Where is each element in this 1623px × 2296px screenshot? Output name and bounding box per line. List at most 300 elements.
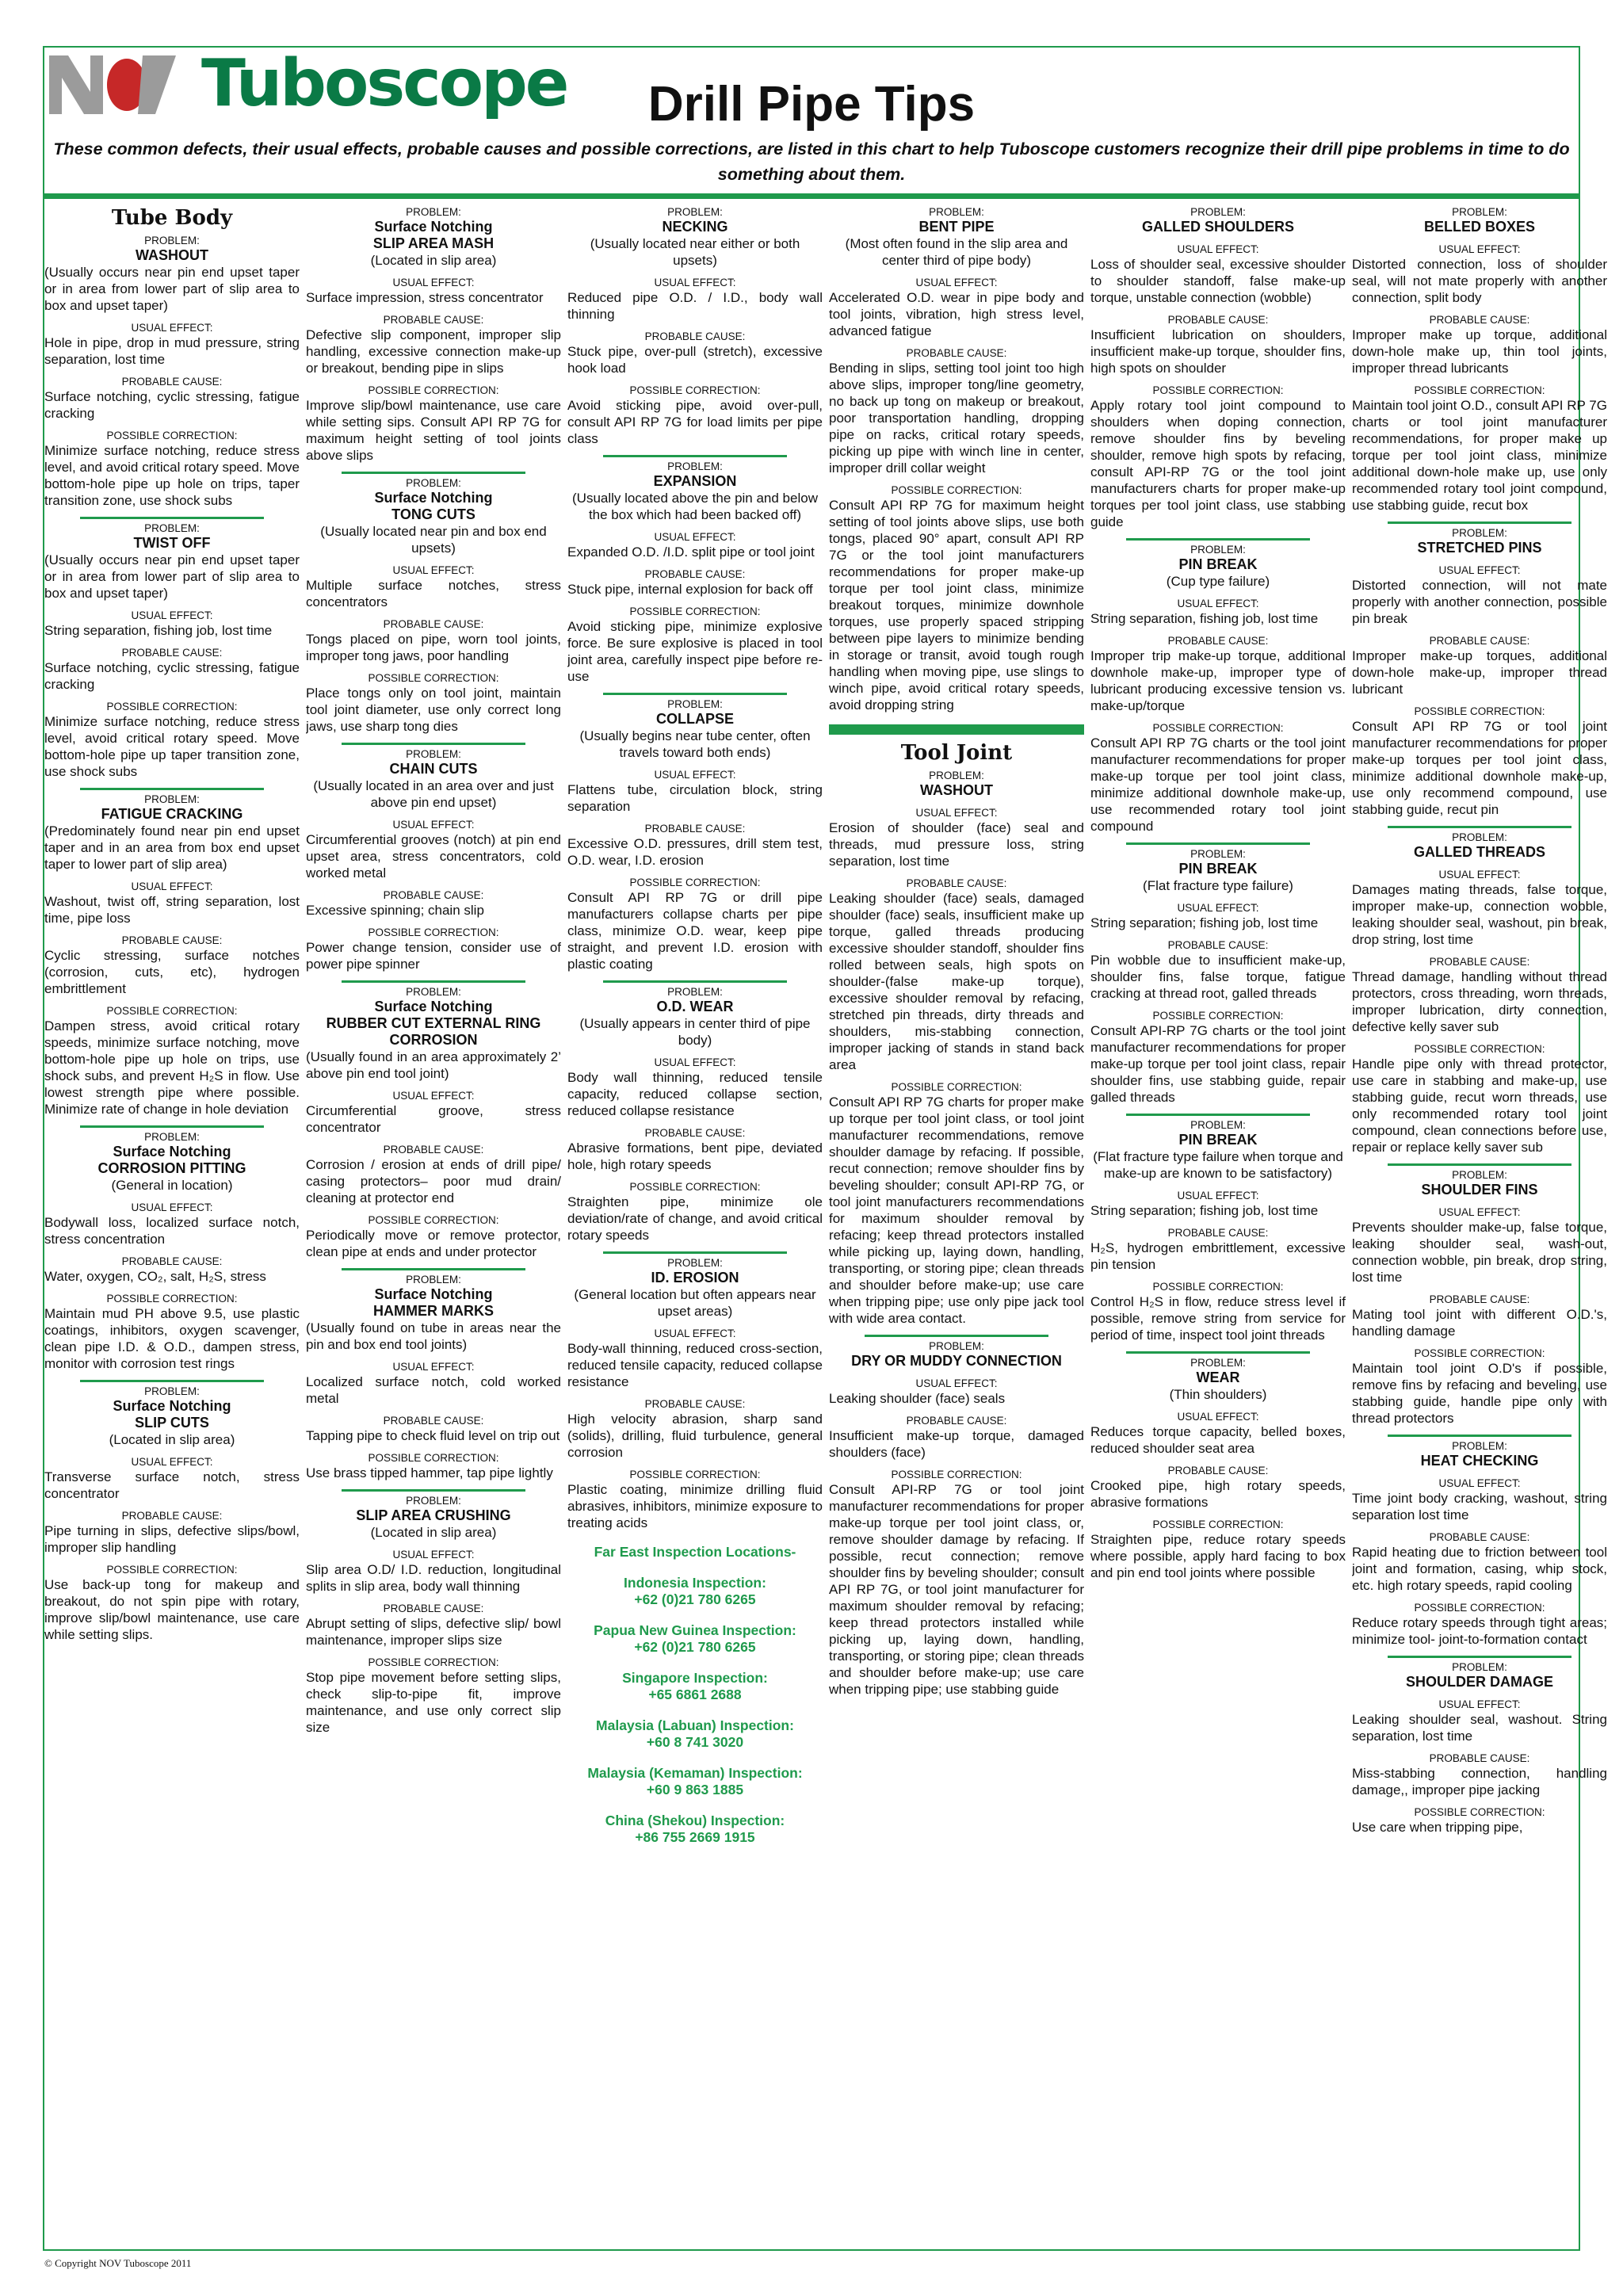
field-text: Defective slip component, improper slip handling, excessive connection make-up or breakout, bending pipe in slips	[306, 327, 561, 376]
field-label: PROBABLE CAUSE:	[644, 330, 746, 342]
contact-location: Papua New Guinea Inspection:	[594, 1622, 796, 1638]
problem-label: PROBLEM:	[667, 206, 723, 218]
field-label: PROBABLE CAUSE:	[1167, 635, 1269, 647]
column-2	[306, 203, 561, 2240]
field-text: Erosion of shoulder (face) seal and threads, mud pressure loss, string separation, lost time	[829, 820, 1084, 869]
problem-label: PROBLEM:	[406, 748, 461, 760]
field-text: Improve slip/bowl maintenance, use care while setting sips. Consult API RP 7G for maximum height setting of tool joints above slips	[306, 398, 561, 463]
contact-phone: +60 8 741 3020	[646, 1734, 744, 1750]
field-text: Slip area O.D/ I.D. reduction, longitudinal splits in slip area, body wall thinning	[306, 1562, 561, 1594]
problem-location-note: (Located in slip area)	[109, 1432, 235, 1447]
field-text: Maintain mud PH above 9.5, use plastic coatings, inhibitors, oxygen scavenger, clean pipe I.D. & O.D., dampen stress, monitor with corrosion test rings	[44, 1306, 300, 1371]
problem-subtitle: TONG CUTS	[391, 506, 475, 522]
problem-title: PIN BREAK	[1178, 861, 1258, 877]
field-text: Periodically move or remove protector, clean pipe at ends and under protector	[306, 1228, 561, 1259]
field-label: USUAL EFFECT:	[131, 1201, 213, 1213]
field-label: USUAL EFFECT:	[1177, 598, 1259, 609]
problem-title: Surface Notching	[374, 219, 493, 235]
field-text: Insufficient make-up torque, damaged shoulders (face)	[829, 1428, 1084, 1460]
problem-location-note: (General location but often appears near upset areas)	[574, 1287, 816, 1319]
field-text: Prevents shoulder make-up, false torque, leaking shoulder seal, wash-out, connection wobble, pin break, drop string, lost time	[1352, 1220, 1607, 1285]
problem-location-note: (Flat fracture type failure when torque and make-up are known to be satisfactory)	[1093, 1149, 1343, 1181]
contact-location: Malaysia (Kemaman) Inspection:	[587, 1765, 803, 1781]
problem-block	[44, 235, 300, 509]
problem-title: WEAR	[1196, 1370, 1240, 1385]
problem-location-note: (Usually located above the pin and below the box which had been backed off)	[572, 491, 818, 522]
section-heading: Tube Body	[111, 206, 233, 230]
problem-label: PROBLEM:	[929, 1340, 984, 1352]
field-label: POSSIBLE CORRECTION:	[368, 384, 499, 396]
field-text: Washout, twist off, string separation, lost time, pipe loss	[44, 894, 300, 926]
problem-location-note: (Cup type failure)	[1166, 574, 1270, 589]
field-text: String separation; fishing job, lost time	[1090, 915, 1319, 930]
problem-label: PROBLEM:	[144, 235, 200, 246]
field-text: Body-wall thinning, reduced cross-section, reduced tensile capacity, reduced collapse resistance	[567, 1341, 823, 1389]
problem-label: PROBLEM:	[1452, 831, 1507, 843]
problem-separator	[603, 980, 787, 983]
field-label: POSSIBLE CORRECTION:	[1414, 1806, 1545, 1818]
problem-title: STRETCHED PINS	[1417, 540, 1542, 556]
field-label: USUAL EFFECT:	[1438, 869, 1521, 881]
field-text: Power change tension, consider use of power pipe spinner	[306, 940, 561, 972]
problem-location-note: (Usually located near either or both upsets)	[590, 236, 800, 268]
problem-block	[829, 206, 1084, 713]
problem-label: PROBLEM:	[144, 1385, 200, 1397]
field-label: USUAL EFFECT:	[392, 564, 475, 576]
field-text: Stop pipe movement before setting slips, check slip-to-pipe fit, improve maintenance, and use only correct slip size	[306, 1670, 561, 1735]
field-text: Damages mating threads, false torque, improper make-up, connection wobble, leaking shoulder seal, washout, pin break, drop string, lost time	[1352, 882, 1607, 947]
field-text: Reduces torque capacity, belled boxes, reduced shoulder seat area	[1090, 1424, 1346, 1456]
field-label: USUAL EFFECT:	[1177, 902, 1259, 914]
field-label: POSSIBLE CORRECTION:	[1152, 1281, 1284, 1293]
field-label: USUAL EFFECT:	[654, 277, 736, 288]
problem-block	[1352, 206, 1607, 514]
field-label: USUAL EFFECT:	[654, 1056, 736, 1068]
header-divider	[44, 193, 1579, 199]
field-label: USUAL EFFECT:	[392, 1090, 475, 1102]
problem-subtitle: CORROSION PITTING	[97, 1160, 246, 1176]
field-text: Hole in pipe, drop in mud pressure, string separation, lost time	[44, 335, 300, 367]
field-label: POSSIBLE CORRECTION:	[1152, 1519, 1284, 1530]
problem-label: PROBLEM:	[406, 1495, 461, 1507]
field-text: Maintain tool joint O.D's if possible, remove fins by refacing and beveling, use stabbing guide, handle pipe only with thread protectors	[1352, 1361, 1607, 1426]
problem-location-note: (Thin shoulders)	[1169, 1387, 1267, 1402]
problem-block	[1352, 1163, 1607, 1427]
problem-block	[1090, 1351, 1346, 1581]
field-label: POSSIBLE CORRECTION:	[891, 1469, 1022, 1480]
field-text: Place tongs only on tool joint, maintain tool joint diameter, use only correct long jaws, use sharp tong dies	[306, 686, 561, 734]
problem-title: WASHOUT	[920, 782, 993, 798]
field-text: Multiple surface notches, stress concentrators	[306, 578, 561, 609]
field-label: PROBABLE CAUSE:	[644, 1398, 746, 1410]
field-label: PROBABLE CAUSE:	[121, 376, 223, 388]
problem-label: PROBLEM:	[667, 986, 723, 998]
field-label: PROBABLE CAUSE:	[1429, 1752, 1530, 1764]
field-text: Use care when tripping pipe,	[1352, 1820, 1523, 1835]
contact-phone: +62 (0)21 780 6265	[634, 1591, 756, 1607]
field-label: USUAL EFFECT:	[915, 1377, 998, 1389]
field-text: Crooked pipe, high rotary speeds, abrasive formations	[1090, 1478, 1346, 1510]
problem-title: Surface Notching	[374, 490, 493, 506]
field-text: H₂S, hydrogen embrittlement, excessive pin tension	[1090, 1240, 1346, 1272]
field-text: Plastic coating, minimize drilling fluid abrasives, inhibitors, minimize exposure to treating acids	[567, 1482, 823, 1530]
field-text: Reduced pipe O.D. / I.D., body wall thinning	[567, 290, 823, 322]
problem-title: HEAT CHECKING	[1420, 1453, 1539, 1469]
page-subtitle: These common defects, their usual effects, probable causes and possible corrections, are listed in this chart to help Tuboscope customers recognize their drill pipe problems in time to do something about them.	[53, 139, 1570, 184]
problem-label: PROBLEM:	[406, 1274, 461, 1286]
field-label: USUAL EFFECT:	[654, 1328, 736, 1339]
problem-block	[567, 1251, 823, 1531]
problem-location-note: (Usually begins near tube center, often travels toward both ends)	[579, 728, 811, 760]
field-text: Stuck pipe, over-pull (stretch), excessive hook load	[567, 344, 823, 376]
field-text: Bodywall loss, localized surface notch, stress concentration	[44, 1215, 300, 1247]
page-title: Drill Pipe Tips	[647, 77, 976, 132]
field-label: PROBABLE CAUSE:	[906, 1415, 1007, 1427]
problem-block	[306, 980, 561, 1260]
problem-title: CHAIN CUTS	[389, 761, 478, 777]
field-label: USUAL EFFECT:	[392, 1361, 475, 1373]
field-label: USUAL EFFECT:	[1438, 243, 1521, 255]
field-text: Improper make up torque, additional down-hole make up, thin tool joints, improper thread lubricants	[1352, 327, 1607, 376]
field-label: USUAL EFFECT:	[1438, 1698, 1521, 1710]
field-text: Maintain tool joint O.D., consult API RP 7G charts or tool joint manufacturer recommendations, for proper make up torque per tool joint class, minimize additional down-hole make up, use only recommended rotary tool joint compound, use stabbing guide, recut box	[1352, 398, 1607, 513]
field-text: String separation; fishing job, lost time	[1090, 1203, 1319, 1218]
field-label: PROBABLE CAUSE:	[121, 934, 223, 946]
field-label: PROBABLE CAUSE:	[383, 1144, 484, 1156]
problem-block	[567, 206, 823, 447]
problem-separator	[603, 693, 787, 695]
brand-name: Tuboscope	[201, 46, 567, 121]
field-label: USUAL EFFECT:	[654, 769, 736, 781]
problem-block	[1352, 1435, 1607, 1648]
problem-label: PROBLEM:	[929, 770, 984, 781]
field-label: POSSIBLE CORRECTION:	[1414, 1043, 1545, 1055]
field-label: PROBABLE CAUSE:	[1429, 314, 1530, 326]
problem-separator	[603, 1251, 787, 1254]
problem-separator	[80, 517, 264, 519]
problem-label: PROBLEM:	[667, 1257, 723, 1269]
problem-title: Surface Notching	[113, 1144, 231, 1159]
field-label: POSSIBLE CORRECTION:	[106, 1005, 238, 1017]
field-text: Rapid heating due to friction between tool joint and formation, casing, whip stock, etc. high rotary speeds, rapid cooling	[1352, 1545, 1607, 1593]
field-text: Control H₂S in flow, reduce stress level if possible, remove string from service for period of time, inspect tool joint threads	[1090, 1294, 1346, 1343]
problem-location-note: (Usually appears in center third of pipe body)	[579, 1016, 811, 1048]
field-text: (Predominately found near pin end upset taper and in an area from box end upset taper to lower part of slip area)	[44, 823, 300, 872]
problem-title: DRY OR MUDDY CONNECTION	[851, 1353, 1062, 1369]
field-label: POSSIBLE CORRECTION:	[368, 926, 499, 938]
field-label: PROBABLE CAUSE:	[383, 314, 484, 326]
field-text: Distorted connection, will not mate properly with another connection, possible pin break	[1352, 578, 1607, 626]
field-text: Improper trip make-up torque, additional downhole make-up, improper type of lubricant producing excessive tension vs. make-up/torque	[1090, 648, 1346, 713]
problem-location-note: (Usually located in an area over and just above pin end upset)	[313, 778, 554, 810]
problem-title: NECKING	[662, 219, 728, 235]
field-label: USUAL EFFECT:	[1177, 1190, 1259, 1201]
field-label: USUAL EFFECT:	[392, 1549, 475, 1561]
field-text: Excessive spinning; chain slip	[306, 903, 484, 918]
field-text: Bending in slips, setting tool joint too high above slips, improper tong/line geometry, no back up tong on makeup or breakout, poor transportation handling, dropping pipe on racks, critical rotary speeds, picking up pipe with winch line in center, improper drill collar weight	[829, 361, 1084, 476]
field-text: String separation, fishing job, lost time	[1090, 611, 1319, 626]
field-label: POSSIBLE CORRECTION:	[1152, 384, 1284, 396]
field-text: Expanded O.D. /I.D. split pipe or tool joint	[567, 544, 815, 560]
column-1	[44, 203, 300, 2240]
field-text: Use brass tipped hammer, tap pipe lightly	[306, 1465, 553, 1480]
field-text: Corrosion / erosion at ends of drill pipe/ casing protectors– poor mud drain/ cleaning at protector end	[306, 1157, 561, 1205]
problem-title: O.D. WEAR	[656, 999, 734, 1014]
field-text: Reduce rotary speeds through tight areas; minimize tool- joint-to-formation contact	[1352, 1615, 1607, 1647]
field-text: Abrupt setting of slips, defective slip/ bowl maintenance, improper slips size	[306, 1616, 561, 1648]
field-label: USUAL EFFECT:	[131, 609, 213, 621]
copyright: © Copyright NOV Tuboscope 2011	[44, 2257, 192, 2269]
problem-separator	[342, 1489, 525, 1492]
field-label: POSSIBLE CORRECTION:	[1414, 1347, 1545, 1359]
problem-label: PROBLEM:	[406, 206, 461, 218]
field-label: PROBABLE CAUSE:	[1167, 939, 1269, 951]
problem-label: PROBLEM:	[1452, 206, 1507, 218]
field-text: Surface impression, stress concentrator	[306, 290, 544, 305]
problem-title: GALLED SHOULDERS	[1141, 219, 1294, 235]
field-label: USUAL EFFECT:	[915, 807, 998, 819]
field-text: Accelerated O.D. wear in pipe body and tool joints, vibration, high stress level, advanced fatigue	[829, 290, 1084, 338]
field-label: PROBABLE CAUSE:	[1167, 314, 1269, 326]
field-text: Insufficient lubrication on shoulders, insufficient make-up torque, shoulder fins, high spots on shoulder	[1090, 327, 1346, 376]
problem-label: PROBLEM:	[144, 793, 200, 805]
field-label: POSSIBLE CORRECTION:	[629, 1181, 761, 1193]
field-label: USUAL EFFECT:	[131, 881, 213, 892]
problem-title: PIN BREAK	[1178, 1132, 1258, 1148]
contact-location: Singapore Inspection:	[622, 1670, 768, 1686]
column-5	[1090, 203, 1346, 2240]
field-label: POSSIBLE CORRECTION:	[106, 701, 238, 712]
problem-separator	[80, 788, 264, 790]
column-4	[829, 203, 1084, 2240]
problem-title: ID. EROSION	[651, 1270, 739, 1286]
problem-title: PIN BREAK	[1178, 556, 1258, 572]
field-label: POSSIBLE CORRECTION:	[368, 1214, 499, 1226]
problem-label: PROBLEM:	[1190, 206, 1246, 218]
field-label: USUAL EFFECT:	[1438, 564, 1521, 576]
field-text: Flattens tube, circulation block, string separation	[567, 782, 823, 814]
field-label: POSSIBLE CORRECTION:	[629, 384, 761, 396]
problem-block	[567, 693, 823, 972]
field-text: Tongs placed on pipe, worn tool joints, improper tong jaws, poor handling	[306, 632, 561, 663]
field-label: PROBABLE CAUSE:	[1167, 1465, 1269, 1477]
problem-separator	[1388, 1435, 1571, 1437]
field-label: PROBABLE CAUSE:	[383, 1415, 484, 1427]
problem-subtitle: HAMMER MARKS	[373, 1303, 494, 1319]
problem-title: BELLED BOXES	[1423, 219, 1536, 235]
problem-block	[1090, 1114, 1346, 1343]
field-label: PROBABLE CAUSE:	[906, 347, 1007, 359]
field-label: PROBABLE CAUSE:	[383, 889, 484, 901]
field-label: POSSIBLE CORRECTION:	[368, 1656, 499, 1668]
problem-label: PROBLEM:	[1190, 1357, 1246, 1369]
field-text: Consult API RP 7G or drill pipe manufacturers collapse charts per pipe class, minimize O.D. wear, keep pipe straight, and prevent I.D. erosion with plastic coating	[567, 890, 823, 972]
field-text: Surface notching, cyclic stressing, fatigue cracking	[44, 660, 300, 692]
field-text: Transverse surface notch, stress concentrator	[44, 1469, 300, 1501]
problem-title: EXPANSION	[653, 473, 737, 489]
field-label: POSSIBLE CORRECTION:	[1414, 384, 1545, 396]
section-divider	[829, 724, 1084, 735]
field-label: USUAL EFFECT:	[392, 819, 475, 831]
field-label: PROBABLE CAUSE:	[1167, 1227, 1269, 1239]
problem-title: FATIGUE CRACKING	[101, 806, 243, 822]
field-label: USUAL EFFECT:	[131, 322, 213, 334]
field-label: PROBABLE CAUSE:	[644, 823, 746, 835]
field-text: String separation, fishing job, lost time	[44, 623, 273, 638]
field-text: (Usually found on tube in areas near the pin and box end tool joints)	[306, 1320, 561, 1352]
field-text: Thread damage, handling without thread protectors, cross threading, worn threads, improper lubrication, dirty connection, defective kelly saver sub	[1352, 969, 1607, 1034]
problem-block	[306, 1268, 561, 1481]
problem-label: PROBLEM:	[667, 698, 723, 710]
field-text: Pin wobble due to insufficient make-up, shoulder fins, false torque, fatigue cracking at thread root, galled threads	[1090, 953, 1346, 1001]
field-label: PROBABLE CAUSE:	[644, 568, 746, 580]
field-text: Localized surface notch, cold worked metal	[306, 1374, 561, 1406]
field-text: Leaking shoulder seal, washout. String separation, lost time	[1352, 1712, 1607, 1744]
field-text: Straighten pipe, minimize ole deviation/rate of change, and avoid critical rotary speeds	[567, 1194, 823, 1243]
problem-label: PROBLEM:	[667, 460, 723, 472]
problem-label: PROBLEM:	[1452, 527, 1507, 539]
field-text: Pipe turning in slips, defective slips/bowl, improper slip handling	[44, 1523, 300, 1555]
problem-subtitle: SLIP AREA MASH	[372, 235, 495, 251]
problem-location-note: (Usually located near pin and box end upsets)	[320, 524, 547, 556]
problem-block	[306, 1489, 561, 1736]
field-text: Consult API RP 7G charts or the tool joint manufacturer recommendations for proper make-up torque per tool joint class, minimize additional downhole make-up, use recommended rotary tool joint compound	[1090, 735, 1346, 834]
problem-label: PROBLEM:	[144, 522, 200, 534]
problem-title: SLIP AREA CRUSHING	[356, 1507, 511, 1523]
problem-separator	[865, 1335, 1048, 1337]
contact-phone: +65 6861 2688	[648, 1687, 742, 1702]
field-text: Water, oxygen, CO₂, salt, H₂S, stress	[44, 1269, 266, 1284]
problem-block	[44, 1125, 300, 1372]
field-text: Leaking shoulder (face) seals, damaged shoulder (face) seals, insufficient make up torque, galled threads producing excessive shoulder standoff, shoulder fins rolled between seals, high spots on shoulder-(false make-up torque), excessive shoulder removal by refacing, stretched pin threads, dirty threads and shoulders, mis-stabbing connection, improper jacking of stands in stand back area	[829, 891, 1084, 1072]
problem-block	[829, 1335, 1084, 1698]
field-label: POSSIBLE CORRECTION:	[629, 606, 761, 617]
field-label: PROBABLE CAUSE:	[1429, 956, 1530, 968]
field-label: PROBABLE CAUSE:	[1429, 1531, 1530, 1543]
problem-block	[1090, 206, 1346, 530]
field-text: Cyclic stressing, surface notches (corrosion, cuts, etc), hydrogen embrittlement	[44, 948, 300, 996]
problem-separator	[342, 1268, 525, 1270]
problem-separator	[80, 1380, 264, 1382]
problem-title: TWIST OFF	[133, 535, 211, 551]
field-label: POSSIBLE CORRECTION:	[106, 430, 238, 441]
field-text: Minimize surface notching, reduce stress level, avoid critical rotary speed. Move bottom-hole pipe up taper transition zone, use shock subs	[44, 714, 300, 779]
field-label: POSSIBLE CORRECTION:	[368, 672, 499, 684]
field-label: POSSIBLE CORRECTION:	[1414, 705, 1545, 717]
field-text: (Usually occurs near pin end upset taper or in area from lower part of slip area to box and upset taper)	[44, 265, 300, 313]
problem-subtitle: RUBBER CUT EXTERNAL RING CORROSION	[326, 1015, 541, 1048]
field-text: Handle pipe only with thread protector, use care in stabbing and make-up, use stabbing guide, recut worn threads, use only recommended rotary tool joint compound, clean connections before use, repair or replace kelly saver sub	[1352, 1056, 1607, 1155]
problem-block	[306, 206, 561, 464]
problem-block	[44, 517, 300, 780]
problem-title: Surface Notching	[374, 1286, 493, 1302]
problem-label: PROBLEM:	[1452, 1169, 1507, 1181]
problem-label: PROBLEM:	[1452, 1661, 1507, 1673]
contacts-heading: Far East Inspection Locations-	[594, 1544, 796, 1560]
field-label: PROBABLE CAUSE:	[121, 647, 223, 659]
field-text: Distorted connection, loss of shoulder seal, will not mate properly with another connection, split body	[1352, 257, 1607, 305]
field-label: USUAL EFFECT:	[131, 1456, 213, 1468]
problem-block	[1352, 521, 1607, 818]
problem-subtitle: SLIP CUTS	[135, 1415, 209, 1431]
field-label: PROBABLE CAUSE:	[383, 1603, 484, 1614]
field-text: Improper make-up torques, additional down-hole make-up, improper thread lubricant	[1352, 648, 1607, 697]
field-label: POSSIBLE CORRECTION:	[891, 484, 1022, 496]
field-text: Consult API-RP 7G charts or the tool joint manufacturer recommendations for proper make-up torque per tool joint class, repair shoulder fins, use stabbing guide, repair galled threads	[1090, 1023, 1346, 1105]
field-text: Consult API RP 7G or tool joint manufacturer recommendations for proper make-up torques per tool joint class, minimize additional downhole make-up, use only recommend compound, use stabbing guide, recut pin	[1352, 719, 1607, 817]
contact-phone: +62 (0)21 780 6265	[634, 1639, 756, 1655]
field-label: POSSIBLE CORRECTION:	[629, 877, 761, 888]
problem-label: PROBLEM:	[1190, 1119, 1246, 1131]
problem-location-note: (Located in slip area)	[370, 253, 497, 268]
field-text: Avoid sticking pipe, avoid over-pull, consult API RP 7G for load limits per pipe class	[567, 398, 823, 446]
field-text: Use back-up tong for makeup and breakout, do not spin pipe with rotary, improve slip/bowl maintenance, use care while setting slips.	[44, 1577, 300, 1642]
problem-title: BENT PIPE	[918, 219, 995, 235]
field-label: USUAL EFFECT:	[1177, 1411, 1259, 1423]
problem-location-note: (Located in slip area)	[370, 1525, 497, 1540]
problem-title: WASHOUT	[136, 247, 208, 263]
field-label: USUAL EFFECT:	[654, 531, 736, 543]
field-label: PROBABLE CAUSE:	[1429, 1293, 1530, 1305]
field-label: POSSIBLE CORRECTION:	[1152, 1010, 1284, 1022]
problem-block	[567, 455, 823, 685]
problem-block	[44, 788, 300, 1117]
problem-label: PROBLEM:	[1190, 848, 1246, 860]
problem-separator	[1126, 842, 1310, 845]
contact-location: Indonesia Inspection:	[624, 1575, 766, 1591]
problem-title: GALLED THREADS	[1414, 844, 1545, 860]
field-text: Consult API RP 7G for maximum height setting of tool joints above slips, use both tongs, placed 90° apart, consult API RP 7G or the tool joint manufacturers recommendations for proper make-up torque per tool joint class, minimize breakout torques, minimize downhole torques, use properly spaced stripping between pipe layers to minimize bending in storage or transit, avoid tough rough handling when moving pipe, use slings to winch pipe, avoid critical rotary speeds, avoid dropping string	[829, 498, 1084, 712]
problem-location-note: (General in location)	[111, 1178, 233, 1193]
field-text: Apply rotary tool joint compound to shoulders when doping connection, remove shoulder fins by beveling shoulder, remove high spots by refacing, consult API-RP 7G or the tool joint manufacturers charts for proper make-up torques per tool joint class, use stabbing guide	[1090, 398, 1346, 529]
field-label: USUAL EFFECT:	[1438, 1206, 1521, 1218]
field-label: PROBABLE CAUSE:	[121, 1510, 223, 1522]
field-label: USUAL EFFECT:	[1438, 1477, 1521, 1489]
field-label: PROBABLE CAUSE:	[383, 618, 484, 630]
problem-label: PROBLEM:	[406, 986, 461, 998]
problem-separator	[1126, 1351, 1310, 1354]
problem-separator	[1388, 826, 1571, 828]
problem-block	[306, 743, 561, 972]
problem-separator	[80, 1125, 264, 1128]
problem-label: PROBLEM:	[1452, 1440, 1507, 1452]
contact-phone: +60 9 863 1885	[646, 1782, 744, 1797]
field-text: Leaking shoulder (face) seals	[829, 1391, 1006, 1406]
field-text: High velocity abrasion, sharp sand (solids), drilling, fluid turbulence, general corrosion	[567, 1412, 823, 1460]
problem-label: PROBLEM:	[929, 206, 984, 218]
field-label: POSSIBLE CORRECTION:	[1152, 722, 1284, 734]
problem-separator	[1126, 538, 1310, 541]
field-label: PROBABLE CAUSE:	[906, 877, 1007, 889]
field-text: Miss-stabbing connection, handling damage,, improper pipe jacking	[1352, 1766, 1607, 1797]
problem-label: PROBLEM:	[1190, 544, 1246, 556]
problem-separator	[1388, 521, 1571, 524]
field-label: POSSIBLE CORRECTION:	[106, 1564, 238, 1576]
field-text: Straighten pipe, reduce rotary speeds where possible, apply hard facing to box and pin end tool joints where possible	[1090, 1532, 1346, 1580]
field-text: Surface notching, cyclic stressing, fatigue cracking	[44, 389, 300, 421]
field-label: USUAL EFFECT:	[392, 277, 475, 288]
problem-separator	[1126, 1114, 1310, 1116]
problem-label: PROBLEM:	[406, 477, 461, 489]
field-text: Stuck pipe, internal explosion for back off	[567, 582, 813, 597]
problem-title: Surface Notching	[113, 1398, 231, 1414]
problem-location-note: (Flat fracture type failure)	[1143, 878, 1293, 893]
field-text: Mating tool joint with different O.D.'s, handling damage	[1352, 1307, 1607, 1339]
field-text: Time joint body cracking, washout, string separation lost time	[1352, 1491, 1607, 1522]
problem-block	[1352, 1656, 1607, 1836]
problem-block	[306, 472, 561, 735]
problem-separator	[1388, 1656, 1571, 1658]
